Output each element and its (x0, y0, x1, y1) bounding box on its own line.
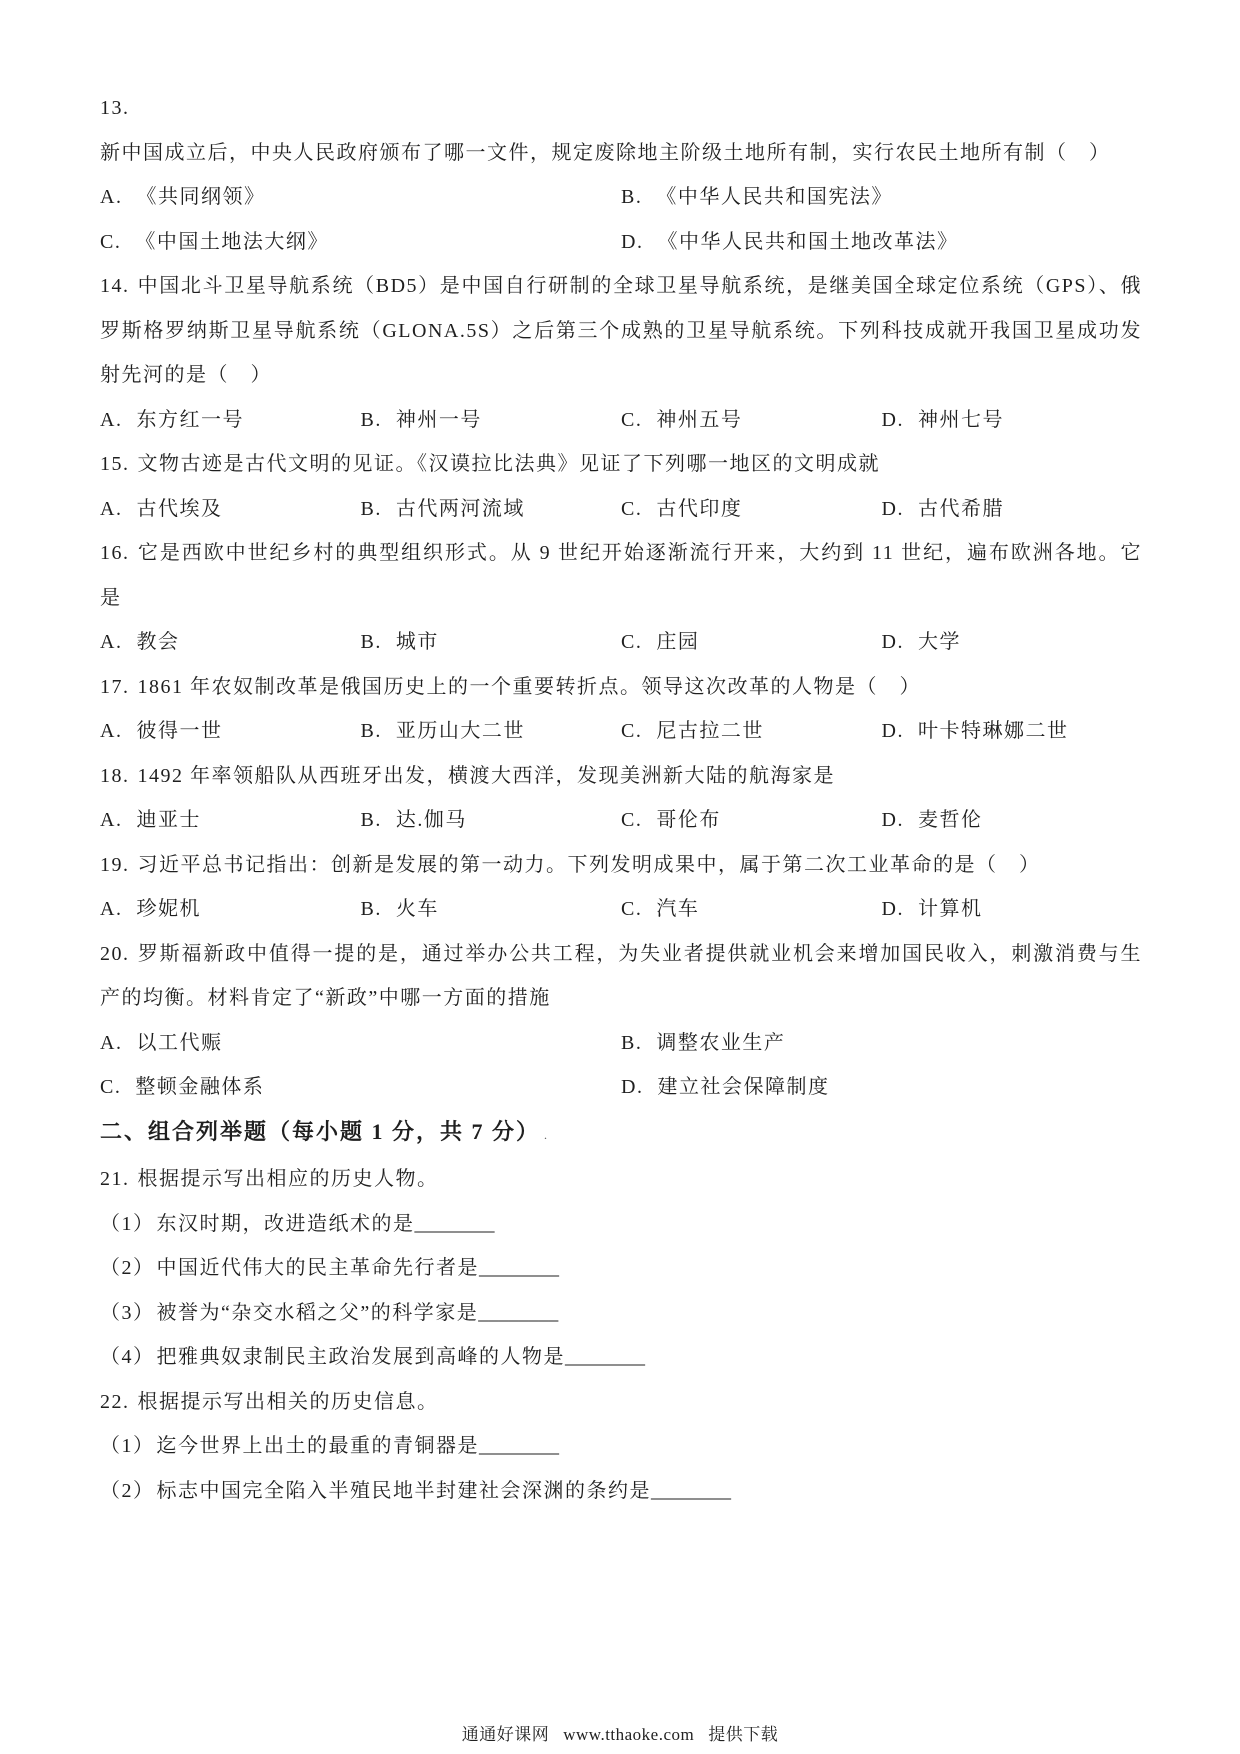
option-label: C. (621, 497, 643, 520)
option-label: A. (100, 720, 123, 742)
option-text: 哥伦布 (656, 809, 721, 831)
question-stem-text: 习近平总书记指出：创新是发展的第一动力。下列发明成果中，属于第二次工业革命的是（ ） (137, 853, 1041, 876)
option-label: C. (621, 631, 643, 653)
option-text: 麦哲伦 (917, 809, 983, 831)
question-number: 17. (100, 675, 130, 698)
question-17 (100, 665, 1142, 754)
question-19 (100, 843, 1142, 932)
item-number: （1） (100, 1212, 155, 1235)
options-row (100, 1021, 1142, 1066)
options-row (100, 175, 1142, 220)
option-text: 神州七号 (917, 408, 1004, 431)
option-a (100, 398, 361, 443)
option-d (882, 398, 1143, 443)
question-number: 19. (100, 853, 130, 876)
option-text: 亚历山大二世 (395, 720, 525, 742)
option-d (882, 487, 1143, 532)
option-c (100, 1065, 621, 1110)
option-label: B. (621, 1031, 643, 1054)
question-number: 22. (100, 1390, 130, 1413)
option-label: D. (881, 408, 904, 431)
option-label: C. (100, 1076, 122, 1098)
question-stem-text: 它是西欧中世纪乡村的典型组织形式。从 9 世纪开始逐渐流行开来，大约到 11 世纪，遍布欧洲各地。它是 (100, 542, 1142, 609)
option-b (361, 887, 622, 932)
option-text: 《共同纲领》 (136, 186, 266, 208)
question-number: 21. (100, 1168, 130, 1190)
option-c (100, 220, 621, 265)
option-text: 东方红一号 (136, 408, 244, 431)
option-text: 达.伽马 (395, 809, 467, 831)
option-d (621, 220, 1142, 265)
question-stem (100, 1380, 1142, 1425)
answer-blank: ________ (651, 1479, 731, 1502)
option-a (100, 175, 621, 220)
question-16 (100, 531, 1142, 665)
question-stem (100, 754, 1142, 799)
option-label: A. (100, 1031, 123, 1054)
option-text: 珍妮机 (136, 898, 201, 920)
question-stem (100, 843, 1142, 888)
option-label: A. (100, 898, 123, 920)
question-21 (100, 1157, 1142, 1380)
option-label: B. (360, 631, 382, 653)
options-row (100, 487, 1142, 532)
question-22 (100, 1380, 1142, 1514)
option-label: B. (360, 408, 382, 431)
question-stem (100, 442, 1142, 487)
option-c (621, 798, 882, 843)
option-text: 城市 (395, 631, 439, 653)
option-label: D. (881, 898, 904, 920)
question-stem-text: 新中国成立后，中央人民政府颁布了哪一文件，规定废除地主阶级土地所有制，实行农民土地所有制（ ） (100, 141, 1111, 164)
option-c (621, 487, 882, 532)
option-label: A. (100, 809, 123, 831)
answer-blank: ________ (565, 1346, 645, 1368)
question-stem (100, 1157, 1142, 1202)
option-text: 《中华人民共和国宪法》 (656, 186, 893, 208)
options-row (100, 220, 1142, 265)
option-label: A. (100, 497, 123, 520)
option-label: D. (881, 809, 904, 831)
section-2-header (100, 1110, 1142, 1158)
question-number: 16. (100, 542, 130, 564)
option-label: D. (621, 230, 644, 253)
option-d (882, 620, 1143, 665)
option-text: 《中华人民共和国土地改革法》 (657, 230, 959, 253)
option-a (100, 798, 361, 843)
option-text: 火车 (395, 898, 439, 920)
options-row (100, 887, 1142, 932)
answer-blank: ________ (479, 1257, 559, 1279)
option-label: D. (881, 720, 904, 742)
option-text: 汽车 (656, 898, 700, 920)
option-c (621, 620, 882, 665)
fill-item-3 (100, 1291, 1142, 1336)
option-d (882, 709, 1143, 754)
option-a (100, 709, 361, 754)
item-number: （1） (100, 1435, 155, 1457)
item-number: （2） (100, 1257, 155, 1279)
options-row (100, 798, 1142, 843)
item-text: 东汉时期，改进造纸术的是 (156, 1212, 415, 1235)
option-d (882, 887, 1143, 932)
option-text: 神州五号 (656, 408, 743, 431)
options-row (100, 709, 1142, 754)
option-text: 大学 (917, 631, 961, 653)
question-stem-text: 根据提示写出相关的历史信息。 (137, 1390, 439, 1413)
item-text: 被誉为“杂交水稻之父”的科学家是 (156, 1301, 479, 1324)
option-text: 《中国土地法大纲》 (135, 230, 329, 253)
option-a (100, 887, 361, 932)
item-number: （3） (100, 1301, 155, 1324)
question-number: 13. (100, 97, 130, 119)
option-label: D. (881, 631, 904, 653)
footer-site-name: 通通好课网 (461, 1725, 550, 1744)
option-text: 神州一号 (395, 408, 482, 431)
footer-suffix: 提供下载 (708, 1725, 779, 1744)
options-row (100, 1065, 1142, 1110)
item-number: （4） (100, 1346, 155, 1368)
option-label: D. (621, 1076, 644, 1098)
option-text: 整顿金融体系 (135, 1076, 265, 1098)
question-18 (100, 754, 1142, 843)
option-text: 调整农业生产 (656, 1031, 786, 1054)
question-stem-text: 中国北斗卫星导航系统（BD5）是中国自行研制的全球卫星导航系统，是继美国全球定位系统（GPS）、俄罗斯格罗纳斯卫星导航系统（GLONA.5S）之后第三个成熟的卫星导航系统。下列科技成就开我国卫星成功发射先河的是（ ） (100, 275, 1142, 386)
option-b (621, 175, 1142, 220)
options-row (100, 398, 1142, 443)
question-stem (100, 665, 1142, 710)
option-label: B. (360, 809, 382, 831)
option-text: 以工代赈 (136, 1031, 223, 1054)
option-b (361, 398, 622, 443)
option-text: 尼古拉二世 (656, 720, 764, 742)
question-stem (100, 531, 1142, 620)
section-2-trailing-mark: . (544, 1127, 550, 1142)
option-label: A. (100, 186, 123, 208)
option-text: 古代希腊 (917, 497, 1004, 520)
footer-url: www.tthaoke.com (563, 1725, 695, 1744)
option-text: 古代两河流域 (395, 497, 525, 520)
option-label: B. (360, 497, 382, 520)
option-label: C. (621, 898, 643, 920)
option-label: D. (881, 497, 904, 520)
item-number: （2） (100, 1479, 155, 1502)
exam-content (100, 86, 1142, 1513)
option-label: C. (621, 809, 643, 831)
option-text: 迪亚士 (136, 809, 201, 831)
question-20 (100, 932, 1142, 1110)
question-stem (100, 86, 1142, 175)
option-text: 叶卡特琳娜二世 (917, 720, 1069, 742)
option-label: B. (360, 898, 382, 920)
option-text: 古代印度 (656, 497, 743, 520)
option-label: B. (360, 720, 382, 742)
option-label: C. (621, 720, 643, 742)
section-2-title: 二、组合列举题（每小题 1 分，共 7 分） (100, 1118, 541, 1144)
options-row (100, 620, 1142, 665)
question-stem-text: 1492 年率领船队从西班牙出发，横渡大西洋，发现美洲新大陆的航海家是 (137, 764, 835, 787)
option-b (621, 1021, 1142, 1066)
question-14 (100, 264, 1142, 442)
option-text: 建立社会保障制度 (657, 1076, 830, 1098)
footer-watermark (0, 1720, 1240, 1745)
option-label: C. (100, 230, 122, 253)
question-number: 15. (100, 453, 130, 475)
fill-item-2 (100, 1246, 1142, 1291)
question-stem-text: 文物古迹是古代文明的见证。《汉谟拉比法典》见证了下列哪一地区的文明成就 (137, 453, 880, 475)
answer-blank: ________ (478, 1301, 559, 1324)
option-a (100, 620, 361, 665)
question-stem-text: 罗斯福新政中值得一提的是，通过举办公共工程，为失业者提供就业机会来增加国民收入，刺激消费与生产的均衡。材料肯定了“新政”中哪一方面的措施 (100, 942, 1142, 1009)
option-b (361, 487, 622, 532)
option-c (621, 887, 882, 932)
item-text: 把雅典奴隶制民主政治发展到高峰的人物是 (156, 1346, 565, 1368)
question-number: 20. (100, 942, 130, 965)
option-text: 计算机 (917, 898, 983, 920)
option-b (361, 798, 622, 843)
item-text: 迄今世界上出土的最重的青铜器是 (156, 1435, 479, 1457)
option-text: 古代埃及 (136, 497, 223, 520)
fill-item-2 (100, 1469, 1142, 1514)
option-a (100, 487, 361, 532)
question-stem (100, 264, 1142, 398)
question-stem (100, 932, 1142, 1021)
answer-blank: ________ (479, 1435, 559, 1457)
question-stem-text: 根据提示写出相应的历史人物。 (137, 1168, 439, 1190)
option-text: 庄园 (656, 631, 700, 653)
option-text: 彼得一世 (136, 720, 223, 742)
fill-item-1 (100, 1424, 1142, 1469)
option-label: A. (100, 408, 123, 431)
option-b (361, 709, 622, 754)
option-label: B. (621, 186, 643, 208)
option-c (621, 398, 882, 443)
question-number: 14. (100, 275, 130, 297)
option-b (361, 620, 622, 665)
fill-item-1 (100, 1202, 1142, 1247)
option-d (621, 1065, 1142, 1110)
question-number: 18. (100, 764, 130, 787)
question-15 (100, 442, 1142, 531)
answer-blank: ________ (414, 1212, 495, 1235)
option-text: 教会 (136, 631, 180, 653)
option-c (621, 709, 882, 754)
question-13 (100, 86, 1142, 264)
option-d (882, 798, 1143, 843)
option-label: C. (621, 408, 643, 431)
fill-item-4 (100, 1335, 1142, 1380)
option-label: A. (100, 631, 123, 653)
option-a (100, 1021, 621, 1066)
question-stem-text: 1861 年农奴制改革是俄国历史上的一个重要转折点。领导这次改革的人物是（ ） (137, 675, 921, 698)
item-text: 中国近代伟大的民主革命先行者是 (156, 1257, 479, 1279)
item-text: 标志中国完全陷入半殖民地半封建社会深渊的条约是 (156, 1479, 651, 1502)
